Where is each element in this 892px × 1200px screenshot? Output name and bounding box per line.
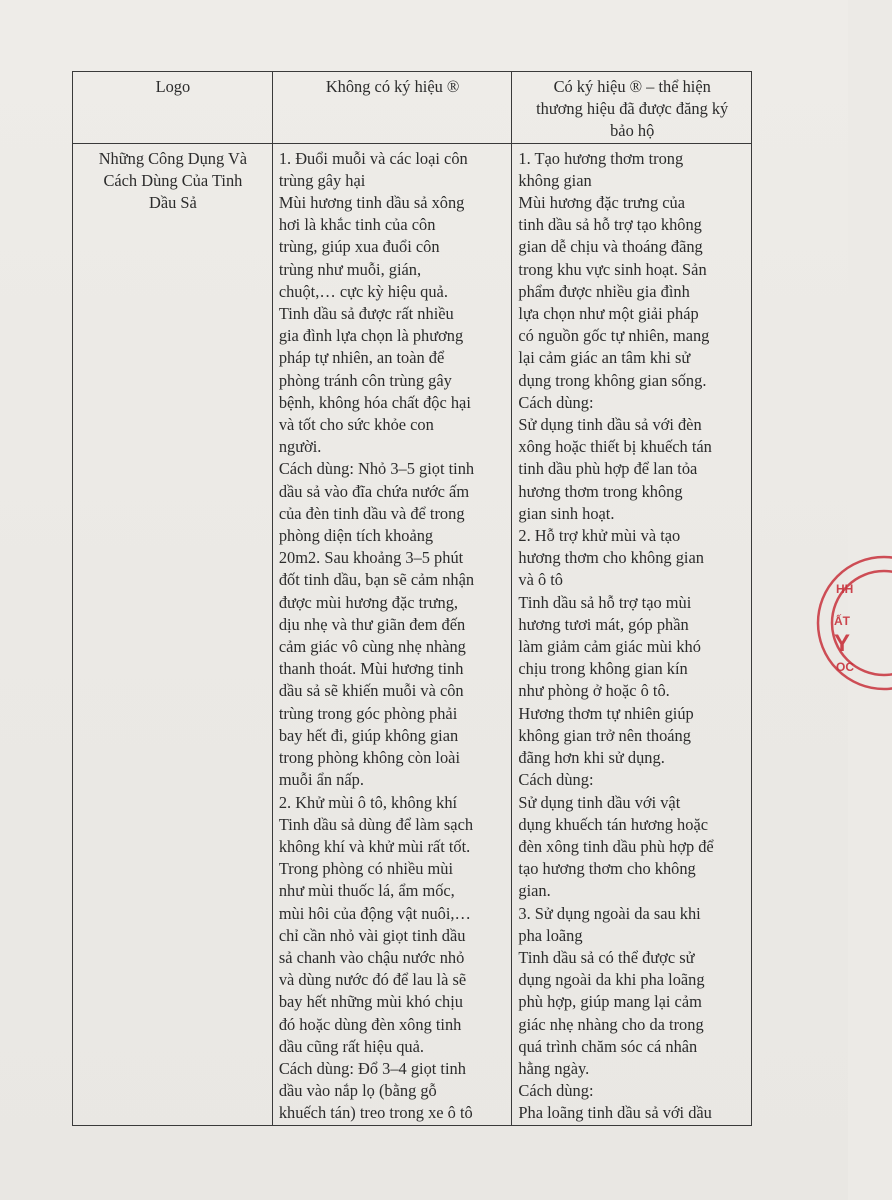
without-symbol-line: bay hết những mùi khó chịu <box>278 992 463 1012</box>
with-symbol-line: dụng khuếch tán hương hoặc <box>518 814 708 834</box>
header-row <box>73 72 752 144</box>
svg-text:OC: OC <box>836 660 854 674</box>
without-symbol-line: mùi hôi của động vật nuôi,… <box>278 903 471 923</box>
with-symbol-line: dụng ngoài da khi pha loãng <box>518 970 705 990</box>
without-symbol-line: pháp tự nhiên, an toàn để <box>278 348 445 368</box>
without-symbol-line: 20m2. Sau khoảng 3–5 phút <box>278 548 464 568</box>
without-symbol-line: chuột,… cực kỳ hiệu quả. <box>278 281 448 301</box>
with-symbol-line: tinh dầu phù hợp để lan tỏa <box>518 459 698 479</box>
header-no-symbol: Không có ký hiệu ® <box>272 72 512 144</box>
with-symbol-line: Hương thơm tự nhiên giúp <box>518 703 694 723</box>
without-symbol-line: hơi là khắc tinh của côn <box>278 215 436 235</box>
without-symbol-line: sả chanh vào chậu nước nhỏ <box>278 947 465 967</box>
with-symbol-line: hương tươi mát, góp phần <box>518 614 689 634</box>
with-symbol-line: tạo hương thơm cho không <box>518 859 696 879</box>
with-symbol-line: trong khu vực sinh hoạt. Sản <box>518 259 707 279</box>
svg-text:ẤT: ẤT <box>834 614 850 628</box>
without-symbol-line: trong phòng không còn loài <box>278 748 460 768</box>
without-symbol-line: được mùi hương đặc trưng, <box>278 592 458 612</box>
with-symbol-line: gian sinh hoạt. <box>518 503 615 523</box>
svg-text:Y: Y <box>834 630 851 657</box>
with-symbol-line: không gian trở nên thoáng <box>518 725 691 745</box>
with-symbol-line: Pha loãng tinh dầu sả với dầu <box>518 1103 712 1123</box>
without-symbol-line: 1. Đuổi muỗi và các loại côn <box>278 148 468 168</box>
without-symbol-line: dịu nhẹ và thư giãn đem đến <box>278 614 466 634</box>
without-symbol-line: dầu vào nắp lọ (bằng gỗ <box>278 1081 437 1101</box>
without-symbol-line: và dùng nước đó để lau là sẽ <box>278 970 467 990</box>
header-with-symbol-line: thương hiệu đã được đăng ký <box>536 99 729 119</box>
with-symbol-line: và ô tô <box>518 570 564 590</box>
content-table <box>72 71 752 1126</box>
with-symbol-line: gian. <box>518 881 551 901</box>
with-symbol-line: phẩm được nhiều gia đình <box>518 281 690 301</box>
with-symbol-line: 2. Hỗ trợ khử mùi và tạo <box>518 526 681 546</box>
with-symbol-line: pha loãng <box>518 925 583 945</box>
with-symbol-line: chịu trong không gian kín <box>518 659 688 679</box>
without-symbol-line: đó hoặc dùng đèn xông tinh <box>278 1014 462 1034</box>
header-logo: Logo <box>73 72 273 144</box>
with-symbol-line: như phòng ở hoặc ô tô. <box>518 681 670 701</box>
without-symbol-line: Tinh dầu sả được rất nhiều <box>278 304 454 324</box>
svg-text:HH: HH <box>836 582 854 596</box>
without-symbol-line: bay hết đi, giúp không gian <box>278 725 459 745</box>
without-symbol-line: Mùi hương tinh dầu sả xông <box>278 193 465 213</box>
with-symbol-line: làm giảm cảm giác mùi khó <box>518 637 701 657</box>
with-symbol-line: quá trình chăm sóc cá nhân <box>518 1036 698 1056</box>
with-symbol-line: hương thơm trong không <box>518 481 683 501</box>
with-symbol-line: dụng trong không gian sống. <box>518 370 707 390</box>
with-symbol-line: tinh dầu sả hỗ trợ tạo không <box>518 215 702 235</box>
without-symbol-line: cảm giác vô cùng nhẹ nhàng <box>278 637 466 657</box>
without-symbol-line: Cách dùng: Nhỏ 3–5 giọt tinh <box>278 459 475 479</box>
with-symbol-line: đãng hơn khi sử dụng. <box>518 748 665 768</box>
with-symbol-line: đèn xông tinh dầu phù hợp để <box>518 836 714 856</box>
with-symbol-line: Cách dùng: <box>518 770 594 790</box>
without-symbol-line: người. <box>278 437 322 457</box>
without-symbol-line: dầu cũng rất hiệu quả. <box>278 1036 424 1056</box>
without-symbol-line: gia đình lựa chọn là phương <box>278 326 464 346</box>
header-with-symbol-line: Có ký hiệu ® – thể hiện <box>553 77 711 96</box>
red-stamp-seal <box>812 545 892 695</box>
with-symbol-line: Tinh dầu sả hỗ trợ tạo mùi <box>518 592 692 612</box>
without-symbol-line: trùng trong góc phòng phải <box>278 703 458 723</box>
without-symbol-line: chỉ cần nhỏ vài giọt tinh dầu <box>278 925 466 945</box>
with-symbol-line: xông hoặc thiết bị khuếch tán <box>518 437 712 457</box>
without-symbol-line: thanh thoát. Mùi hương tinh <box>278 659 464 679</box>
without-symbol-line: khuếch tán) treo trong xe ô tô <box>278 1103 473 1123</box>
with-symbol-line: Cách dùng: <box>518 392 594 412</box>
with-symbol-line: Sử dụng tinh dầu sả với đèn <box>518 415 702 435</box>
without-symbol-line: Trong phòng có nhiều mùi <box>278 859 454 879</box>
row-label-line: Những Công Dụng Và <box>98 148 248 168</box>
content-row <box>73 143 752 1125</box>
with-symbol-line: Sử dụng tinh dầu với vật <box>518 792 681 812</box>
with-symbol-line: Mùi hương đặc trưng của <box>518 193 686 213</box>
with-symbol-line: không gian <box>518 170 592 190</box>
without-symbol-line: phòng tránh côn trùng gây <box>278 370 452 390</box>
without-symbol-line: của đèn tinh dầu và để trong <box>278 503 465 523</box>
row-label-cell <box>73 143 273 1125</box>
with-symbol-line: 3. Sử dụng ngoài da sau khi <box>518 903 701 923</box>
without-symbol-line: trùng, giúp xua đuổi côn <box>278 237 440 257</box>
without-symbol-line: trùng như muỗi, gián, <box>278 259 422 279</box>
with-symbol-content <box>512 143 752 1125</box>
with-symbol-line: hương thơm cho không gian <box>518 548 704 568</box>
without-symbol-line: muỗi ẩn nấp. <box>278 770 364 790</box>
with-symbol-line: lựa chọn như một giải pháp <box>518 304 699 324</box>
row-label-line: Dầu Sả <box>149 193 197 213</box>
without-symbol-line: 2. Khử mùi ô tô, không khí <box>278 792 458 812</box>
without-symbol-content <box>272 143 512 1125</box>
with-symbol-line: Tinh dầu sả có thể được sử <box>518 947 695 967</box>
with-symbol-line: có nguồn gốc tự nhiên, mang <box>518 326 710 346</box>
header-with-symbol <box>512 72 752 144</box>
without-symbol-line: không khí và khử mùi rất tốt. <box>278 836 471 856</box>
row-label-line: Cách Dùng Của Tinh <box>103 170 243 190</box>
with-symbol-line: hằng ngày. <box>518 1058 590 1078</box>
without-symbol-line: và tốt cho sức khỏe con <box>278 415 434 435</box>
without-symbol-line: đốt tinh dầu, bạn sẽ cảm nhận <box>278 570 475 590</box>
with-symbol-line: gian dễ chịu và thoáng đãng <box>518 237 703 257</box>
without-symbol-line: dầu sả sẽ khiến muỗi và côn <box>278 681 464 701</box>
with-symbol-line: 1. Tạo hương thơm trong <box>518 148 684 168</box>
without-symbol-line: trùng gây hại <box>278 170 366 190</box>
without-symbol-line: Tinh dầu sả dùng để làm sạch <box>278 814 474 834</box>
without-symbol-line: phòng diện tích khoảng <box>278 526 434 546</box>
with-symbol-line: Cách dùng: <box>518 1081 594 1101</box>
without-symbol-line: như mùi thuốc lá, ẩm mốc, <box>278 881 455 901</box>
with-symbol-line: lại cảm giác an tâm khi sử <box>518 348 691 368</box>
without-symbol-line: dầu sả vào đĩa chứa nước ấm <box>278 481 470 501</box>
header-with-symbol-line: bảo hộ <box>610 121 655 141</box>
without-symbol-line: Cách dùng: Đổ 3–4 giọt tinh <box>278 1058 466 1078</box>
with-symbol-line: giác nhẹ nhàng cho da trong <box>518 1014 704 1034</box>
without-symbol-line: bệnh, không hóa chất độc hại <box>278 392 471 412</box>
with-symbol-line: phù hợp, giúp mang lại cảm <box>518 992 702 1012</box>
